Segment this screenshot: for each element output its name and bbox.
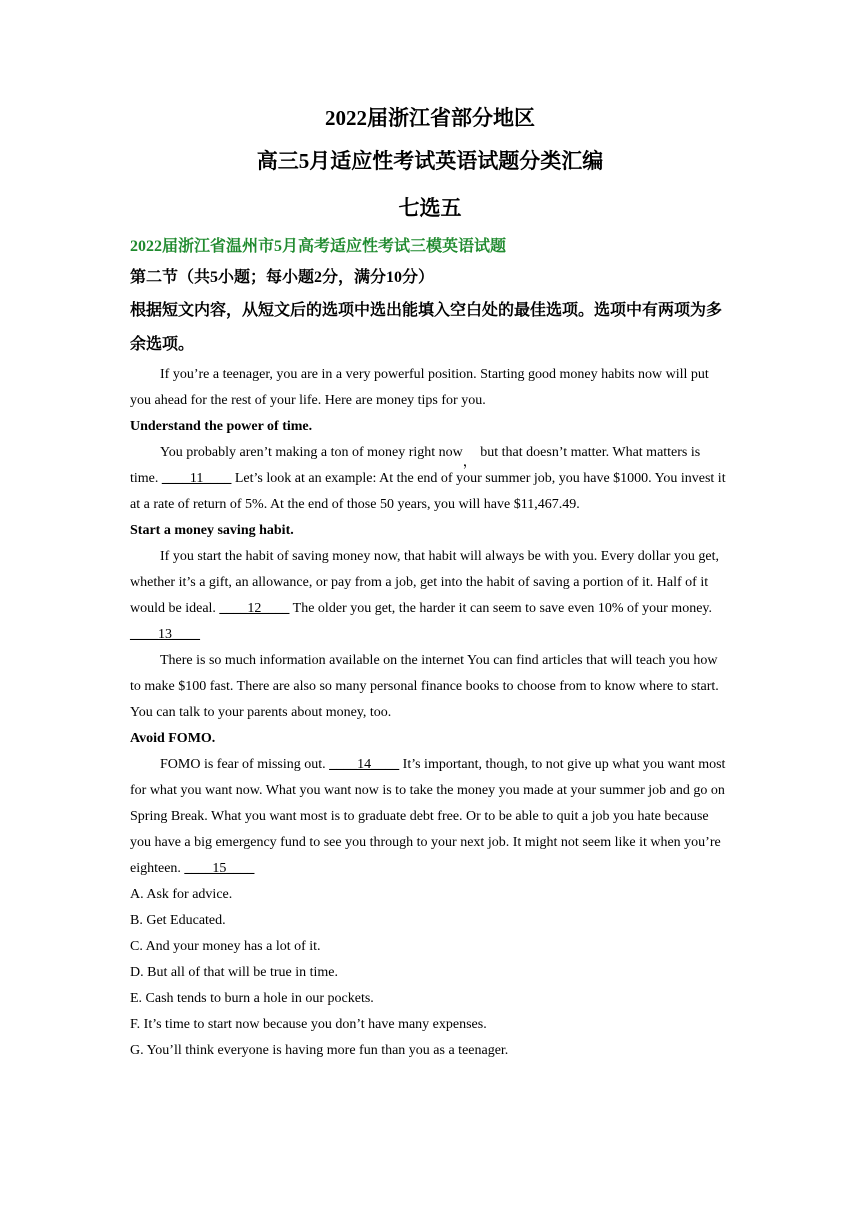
passage-intro: If you’re a teenager, you are in a very powerful position. Starting good money habits now will put you ahead for the rest of your life. Here are money tips for you. [130,367,709,408]
blank-14: ____14____ [329,757,400,772]
option-b: B. Get Educated. [130,913,226,928]
section-header: 第二节（共5小题；每小题2分，满分10分） [130,269,435,286]
instructions: 根据短文内容，从短文后的选项中选出能填入空白处的最佳选项。选项中有两项为多余选项。 [130,302,723,353]
p2-text-a: If you start the habit of saving money now, that habit will always be with you. Every dollar you get, whether it’s a gift, an allowance, or pay from a job, get into the habit of saving a portion of it. Half of it would be ideal. [130,549,719,616]
p2-text-b: The older you get, the harder it can seem to save even 10% of your money. [289,601,713,616]
p4-text-a: FOMO is fear of missing out. [160,757,330,772]
passage-paragraph-3: There is so much information available on the internet You can find articles that will teach you how to make $100 fast. There are also so many personal finance books to choose from to know where to start. You can talk to your parents about money, too. [130,653,719,720]
passage-paragraph-1 [130,440,730,518]
option-f: F. It’s time to start now because you don’t have many expenses. [130,1017,487,1032]
heading-avoid-fomo: Avoid FOMO. [130,731,216,746]
blank-13: ____13____ [130,627,200,642]
p4-text-b: It’s important, though, to not give up what you want most for what you want now. What you want now is to take the money you made at your summer job and go on Spring Break. What you want most is to graduate debt free. Or to be able to quit a job you hate because you have a big emergency fund to see you through to your next job. It might not seem like it when you’re eighteen. [130,757,726,876]
exam-source-title: 2022届浙江省温州市5月高考适应性考试三模英语试题 [130,238,507,255]
blank-11: ____11____ [161,471,232,486]
options-list [130,882,730,1064]
option-d: D. But all of that will be true in time. [130,965,339,980]
option-a: A. Ask for advice. [130,887,233,902]
p1-text-b: but that doesn’t matter. What matters is time. [130,445,701,486]
option-g: G. You’ll think everyone is having more fun than you as a teenager. [130,1043,509,1058]
blank-12: ____12____ [219,601,290,616]
heading-power-of-time: Understand the power of time. [130,419,313,434]
p1-text-a: You probably aren’t making a ton of money right now [160,445,463,460]
p1-comma: ， [462,455,477,470]
passage-paragraph-4 [130,752,730,882]
option-c: C. And your money has a lot of it. [130,939,321,954]
doc-title-line2: 高三5月适应性考试英语试题分类汇编 [256,149,604,173]
passage-paragraph-2 [130,544,730,622]
doc-title-line3: 七选五 [398,196,462,220]
document-page [130,100,730,1064]
blank-15: ____15____ [184,861,255,876]
p1-text-c: Let’s look at an example: At the end of your summer job, you have $1000. You invest it at a rate of return of 5%. At the end of those 50 years, you will have $11,467.49. [130,471,726,512]
heading-saving-habit: Start a money saving habit. [130,523,294,538]
doc-title-line1: 2022届浙江省部分地区 [325,106,535,130]
option-e: E. Cash tends to burn a hole in our pockets. [130,991,374,1006]
